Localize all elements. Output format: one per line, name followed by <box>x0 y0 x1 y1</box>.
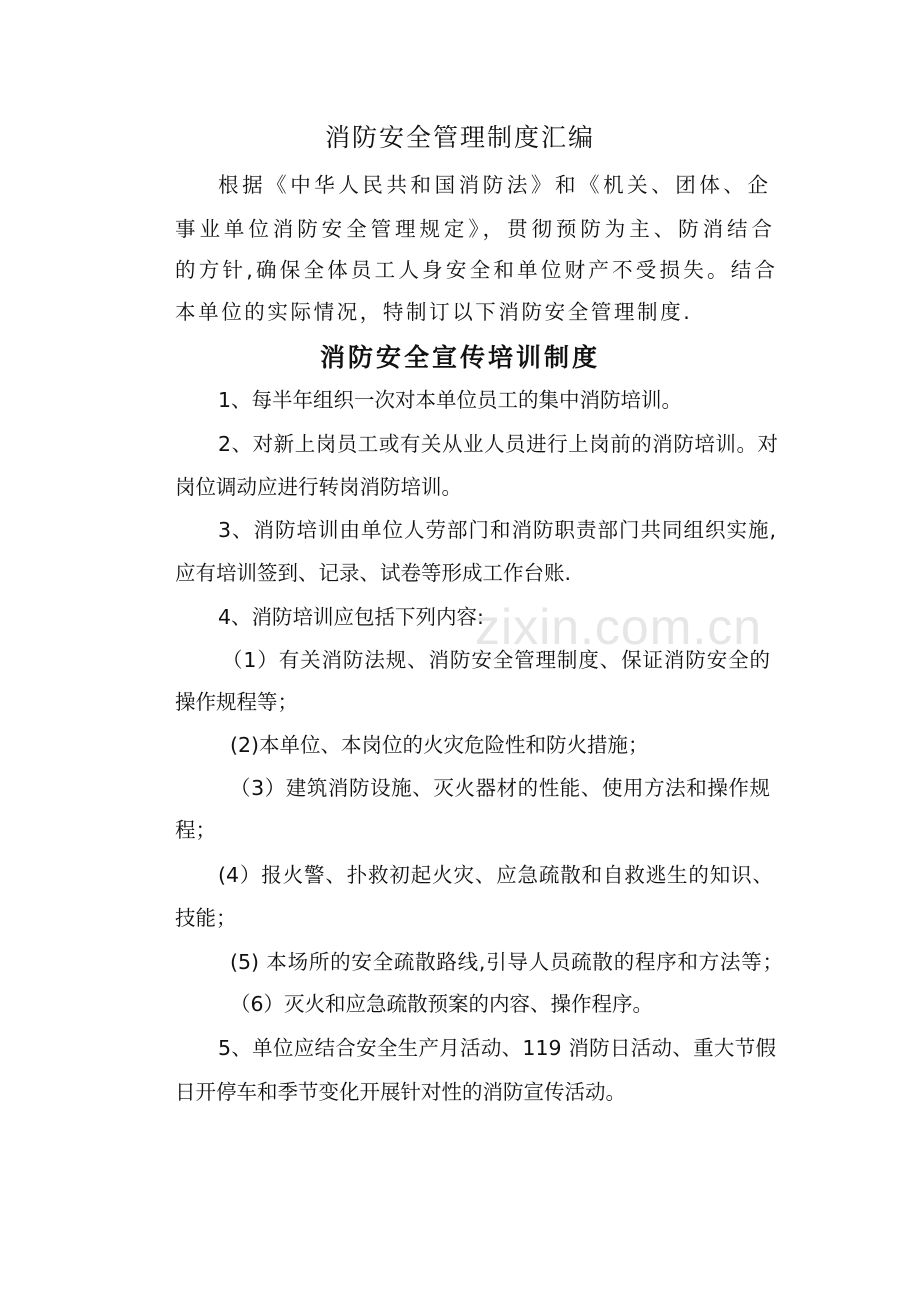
item-line: 程； <box>175 818 216 842</box>
document-title: 消防安全管理制度汇编 <box>324 123 595 152</box>
item-line: （3）建筑消防设施、灭火器材的性能、使用方法和操作规 <box>230 776 770 800</box>
section-title: 消防安全宣传培训制度 <box>319 343 600 372</box>
item-line: （6）灭火和应急疏散预案的内容、操作程序。 <box>230 992 654 1016</box>
intro-line: 的方针,确保全体员工人身安全和单位财产不受损失。结合 <box>175 258 775 282</box>
item-line: 应有培训签到、记录、试卷等形成工作台账. <box>175 561 572 585</box>
intro-line: 根据《中华人民共和国消防法》和《机关、团体、企 <box>218 173 770 197</box>
intro-line: 事业单位消防安全管理规定》，贯彻预防为主、防消结合 <box>175 217 772 241</box>
item-line: 岗位调动应进行转岗消防培训。 <box>175 475 462 499</box>
item-line: 日开停车和季节变化开展针对性的消防宣传活动。 <box>175 1080 626 1104</box>
item-line: 2、对新上岗员工或有关从业人员进行上岗前的消防培训。对 <box>218 432 778 456</box>
item-line: 3、消防培训由单位人劳部门和消防职责部门共同组织实施, <box>218 518 776 542</box>
watermark: zixin.com.cn <box>475 599 763 655</box>
item-line: 技能； <box>175 906 237 930</box>
intro-line: 本单位的实际情况，特制订以下消防安全管理制度. <box>175 300 693 324</box>
item-line: 操作规程等； <box>175 690 298 714</box>
item-line: 4、消防培训应包括下列内容: <box>218 605 484 629</box>
item-line: (4）报火警、扑救初起火灾、应急疏散和自救逃生的知识、 <box>218 863 773 887</box>
item-line: （1）有关消防法规、消防安全管理制度、保证消防安全的 <box>222 648 770 672</box>
item-line: (5) 本场所的安全疏散路线,引导人员疏散的程序和方法等； <box>230 950 783 974</box>
item-line: (2)本单位、本岗位的火灾危险性和防火措施； <box>230 733 649 757</box>
item-line: 5、单位应结合安全生产月活动、119 消防日活动、重大节假 <box>218 1036 776 1060</box>
item-line: 1、每半年组织一次对本单位员工的集中消防培训。 <box>218 388 683 412</box>
